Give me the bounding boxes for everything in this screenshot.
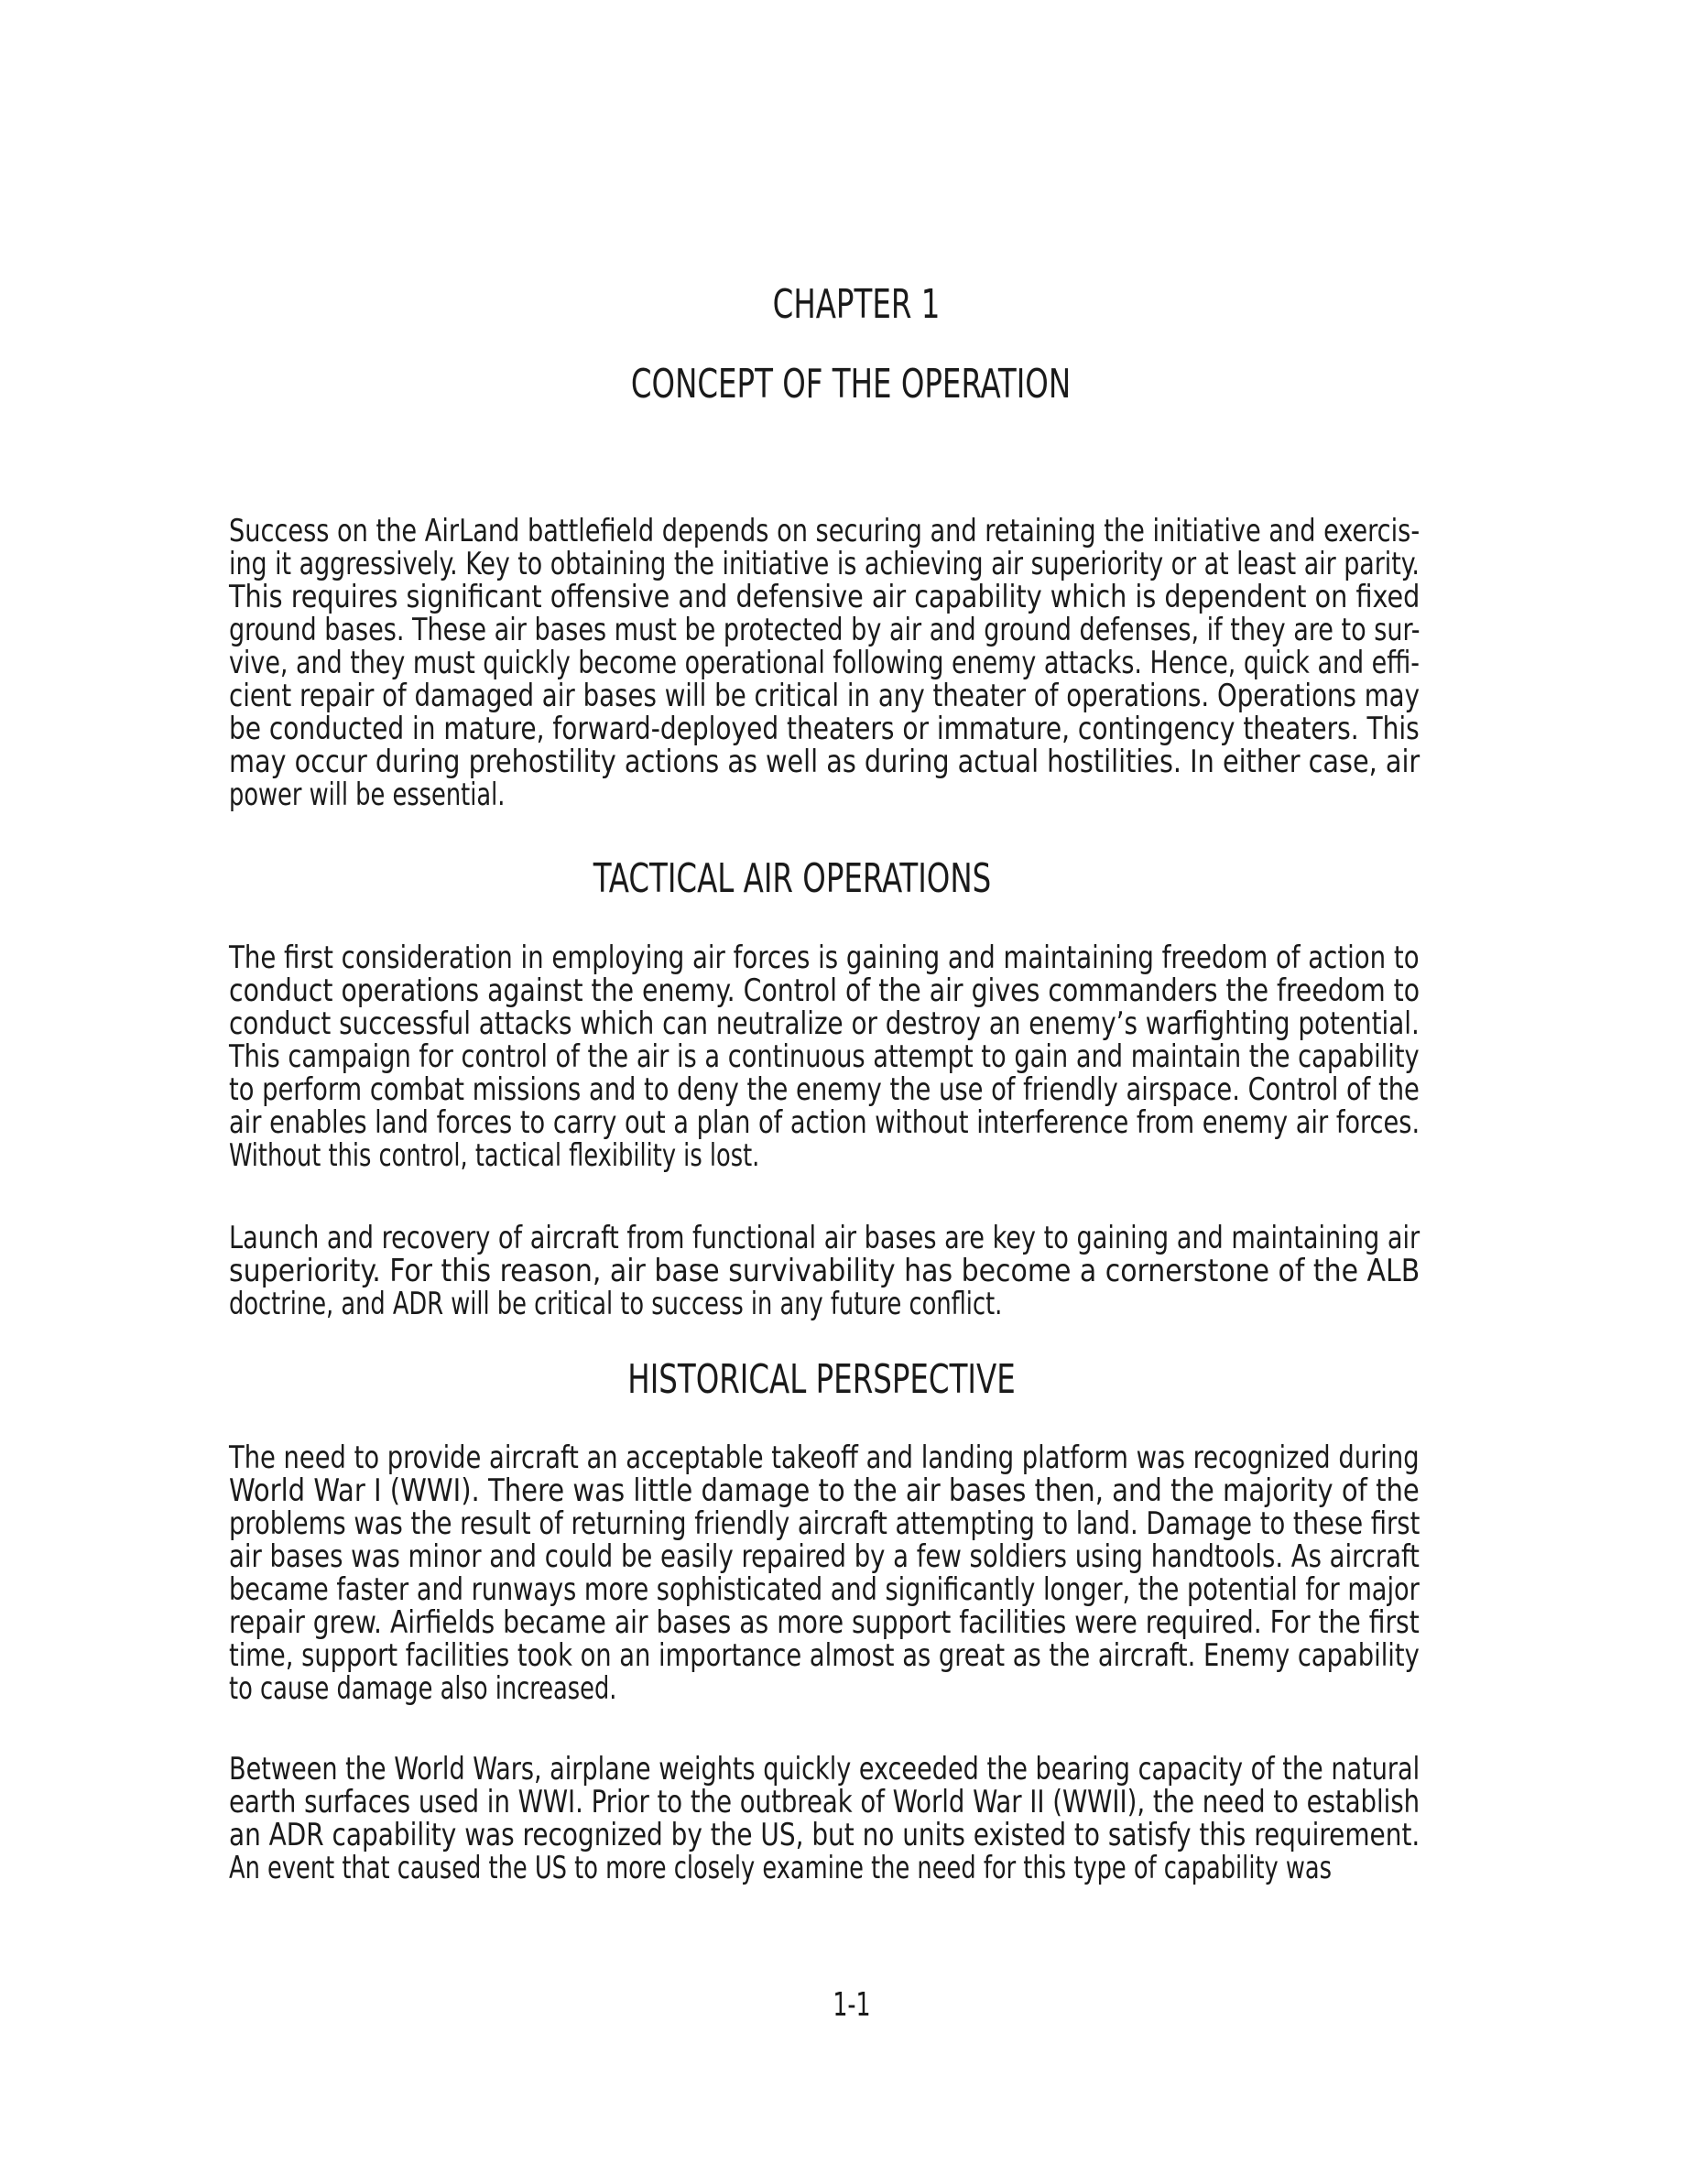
historical-paragraph-1 [229,1441,1420,1705]
text-line: earth surfaces used in WWI. Prior to the outbreak of World War II (WWII), the need to establish [229,1784,1420,1820]
text-line: Between the World Wars, airplane weights quickly exceeded the bearing capacity of the natural [229,1751,1420,1787]
text-line: conduct successful attacks which can neutralize or destroy an enemy’s warfighting potential. [229,1005,1420,1042]
text-line: superiority. For this reason, air base survivability has become a cornerstone of the ALB [229,1253,1420,1289]
text-line: vive, and they must quickly become operational following enemy attacks. Hence, quick and effi- [229,645,1420,681]
chapter-title: CONCEPT OF THE OPERATION [630,361,1072,407]
text-line: World War I (WWI). There was little damage to the air bases then, and the majority of the [229,1472,1420,1509]
page-number: 1-1 [833,1986,871,2024]
section-heading-historical: HISTORICAL PERSPECTIVE [627,1356,1016,1403]
text-line: time, support facilities took on an importance almost as great as the aircraft. Enemy capability [229,1637,1420,1674]
text-line: doctrine, and ADR will be critical to success in any future conflict. [229,1286,1003,1322]
text-line: This campaign for control of the air is a continuous attempt to gain and maintain the capability [229,1038,1420,1075]
text-line: to perform combat missions and to deny the enemy the use of friendly airspace. Control of the [229,1071,1420,1108]
text-line: be conducted in mature, forward-deployed theaters or immature, contingency theaters. This [229,711,1420,747]
text-line: an ADR capability was recognized by the US, but no units existed to satisfy this requirement. [229,1817,1420,1853]
text-line: An event that caused the US to more closely examine the need for this type of capability was [229,1850,1333,1886]
section-heading-tactical: TACTICAL AIR OPERATIONS [593,855,992,902]
text-line: air enables land forces to carry out a plan of action without interference from enemy air forces. [229,1104,1420,1141]
text-line: became faster and runways more sophisticated and significantly longer, the potential for major [229,1571,1420,1608]
text-line: power will be essential. [229,777,506,813]
tactical-paragraph-1 [229,941,1420,1172]
intro-paragraph [229,515,1420,811]
text-line: problems was the result of returning friendly aircraft attempting to land. Damage to these first [229,1505,1420,1542]
historical-paragraph-2 [229,1753,1420,1885]
text-line: Success on the AirLand battlefield depends on securing and retaining the initiative and exercis- [229,513,1420,549]
chapter-number: CHAPTER 1 [772,281,941,328]
text-line: Launch and recovery of aircraft from functional air bases are key to gaining and maintaining air [229,1220,1420,1256]
text-line: to cause damage also increased. [229,1670,617,1707]
text-line: The first consideration in employing air forces is gaining and maintaining freedom of action to [229,940,1420,976]
text-line: This requires significant offensive and defensive air capability which is dependent on fixed [229,579,1420,615]
text-line: ing it aggressively. Key to obtaining the initiative is achieving air superiority or at least air parity. [229,546,1420,582]
text-line: Without this control, tactical flexibility is lost. [229,1137,760,1174]
tactical-paragraph-2 [229,1222,1420,1320]
text-line: conduct operations against the enemy. Control of the air gives commanders the freedom to [229,972,1420,1009]
text-line: may occur during prehostility actions as well as during actual hostilities. In either case, air [229,744,1420,780]
text-line: The need to provide aircraft an acceptable takeoff and landing platform was recognized during [229,1440,1420,1476]
text-line: ground bases. These air bases must be protected by air and ground defenses, if they are to sur- [229,612,1420,648]
text-line: cient repair of damaged air bases will be critical in any theater of operations. Operations may [229,678,1420,714]
text-line: repair grew. Airfields became air bases as more support facilities were required. For the first [229,1604,1420,1641]
text-line: air bases was minor and could be easily repaired by a few soldiers using handtools. As aircraft [229,1538,1420,1575]
